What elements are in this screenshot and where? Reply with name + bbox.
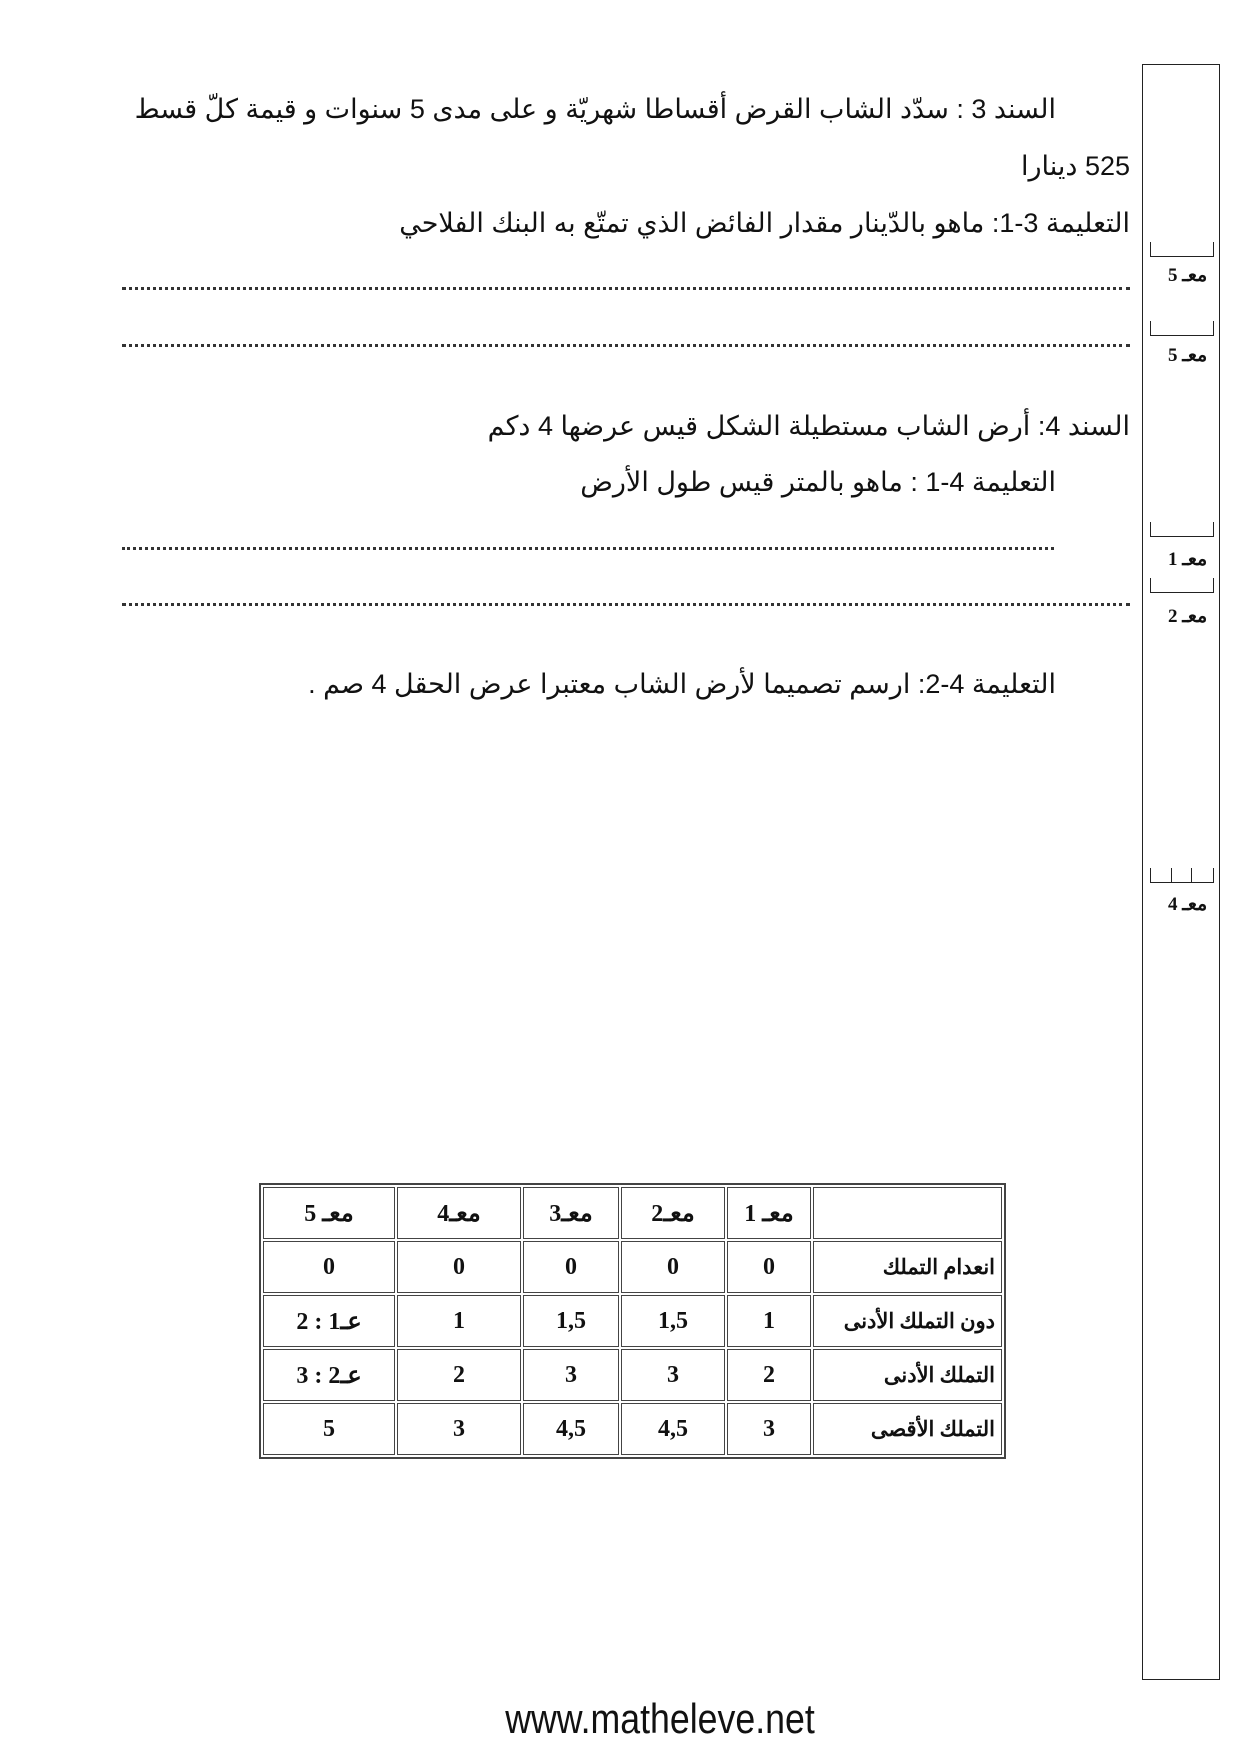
margin-mark: معـ 5 xyxy=(1168,345,1208,366)
score-box xyxy=(1150,868,1214,883)
answer-line xyxy=(122,344,1130,347)
table-cell: 4,5 xyxy=(523,1403,619,1455)
table-cell: 0 xyxy=(397,1241,521,1293)
score-box xyxy=(1150,522,1214,537)
table-header: معـ 5 xyxy=(263,1187,395,1239)
margin-mark: معـ 2 xyxy=(1168,606,1208,627)
table-header: معـ3 xyxy=(523,1187,619,1239)
grading-criteria-table xyxy=(259,1183,1006,1459)
document-3-amount: 525 دينارا xyxy=(1020,151,1130,181)
table-cell: 3 xyxy=(621,1349,725,1401)
table-cell: 3 xyxy=(523,1349,619,1401)
instruction-4-2: التعليمة 4-2: ارسم تصميما لأرض الشاب معتبرا عرض الحقل 4 صم . xyxy=(308,669,1056,699)
answer-line xyxy=(122,287,1130,290)
score-box xyxy=(1150,321,1214,336)
answer-line xyxy=(122,603,1130,606)
table-cell: 0 xyxy=(621,1241,725,1293)
table-cell: 4,5 xyxy=(621,1403,725,1455)
table-cell: 2 xyxy=(397,1349,521,1401)
table-header: معـ2 xyxy=(621,1187,725,1239)
instruction-4-1: التعليمة 4-1 : ماهو بالمتر قيس طول الأرض xyxy=(580,467,1056,497)
table-header: معـ 1 xyxy=(727,1187,811,1239)
score-box xyxy=(1150,578,1214,593)
table-cell: 3 xyxy=(727,1403,811,1455)
table-cell: عـ2 : 3 xyxy=(263,1349,395,1401)
table-header-row xyxy=(263,1187,1002,1239)
website-footer: www.matheleve.net xyxy=(505,1695,815,1742)
table-header xyxy=(813,1187,1002,1239)
margin-mark: معـ 1 xyxy=(1168,549,1208,570)
table-cell: 5 xyxy=(263,1403,395,1455)
table-cell: 1 xyxy=(727,1295,811,1347)
table-row xyxy=(263,1349,1002,1401)
row-label: التملك الأقصى xyxy=(813,1403,1002,1455)
table-row xyxy=(263,1403,1002,1455)
table-cell: 1 xyxy=(397,1295,521,1347)
table-cell: 1,5 xyxy=(621,1295,725,1347)
document-3-text: السند 3 : سدّد الشاب القرض أقساطا شهريّة و على مدى 5 سنوات و قيمة كلّ قسط xyxy=(134,94,1056,124)
answer-line xyxy=(122,547,1054,550)
row-label: دون التملك الأدنى xyxy=(813,1295,1002,1347)
table-cell: 1,5 xyxy=(523,1295,619,1347)
table-row xyxy=(263,1241,1002,1293)
row-label: انعدام التملك xyxy=(813,1241,1002,1293)
table-cell: 3 xyxy=(397,1403,521,1455)
margin-mark: معـ 4 xyxy=(1168,894,1208,915)
instruction-3-1: التعليمة 3-1: ماهو بالدّينار مقدار الفائض الذي تمتّع به البنك الفلاحي xyxy=(399,208,1130,238)
table-cell: 0 xyxy=(263,1241,395,1293)
table-row xyxy=(263,1295,1002,1347)
table-cell: عـ1 : 2 xyxy=(263,1295,395,1347)
row-label: التملك الأدنى xyxy=(813,1349,1002,1401)
table-cell: 0 xyxy=(727,1241,811,1293)
margin-mark: معـ 5 xyxy=(1168,265,1208,286)
document-4-text: السند 4: أرض الشاب مستطيلة الشكل قيس عرضها 4 دكم xyxy=(487,411,1130,441)
table-cell: 2 xyxy=(727,1349,811,1401)
table-header: معـ4 xyxy=(397,1187,521,1239)
score-box xyxy=(1150,242,1214,257)
table-cell: 0 xyxy=(523,1241,619,1293)
